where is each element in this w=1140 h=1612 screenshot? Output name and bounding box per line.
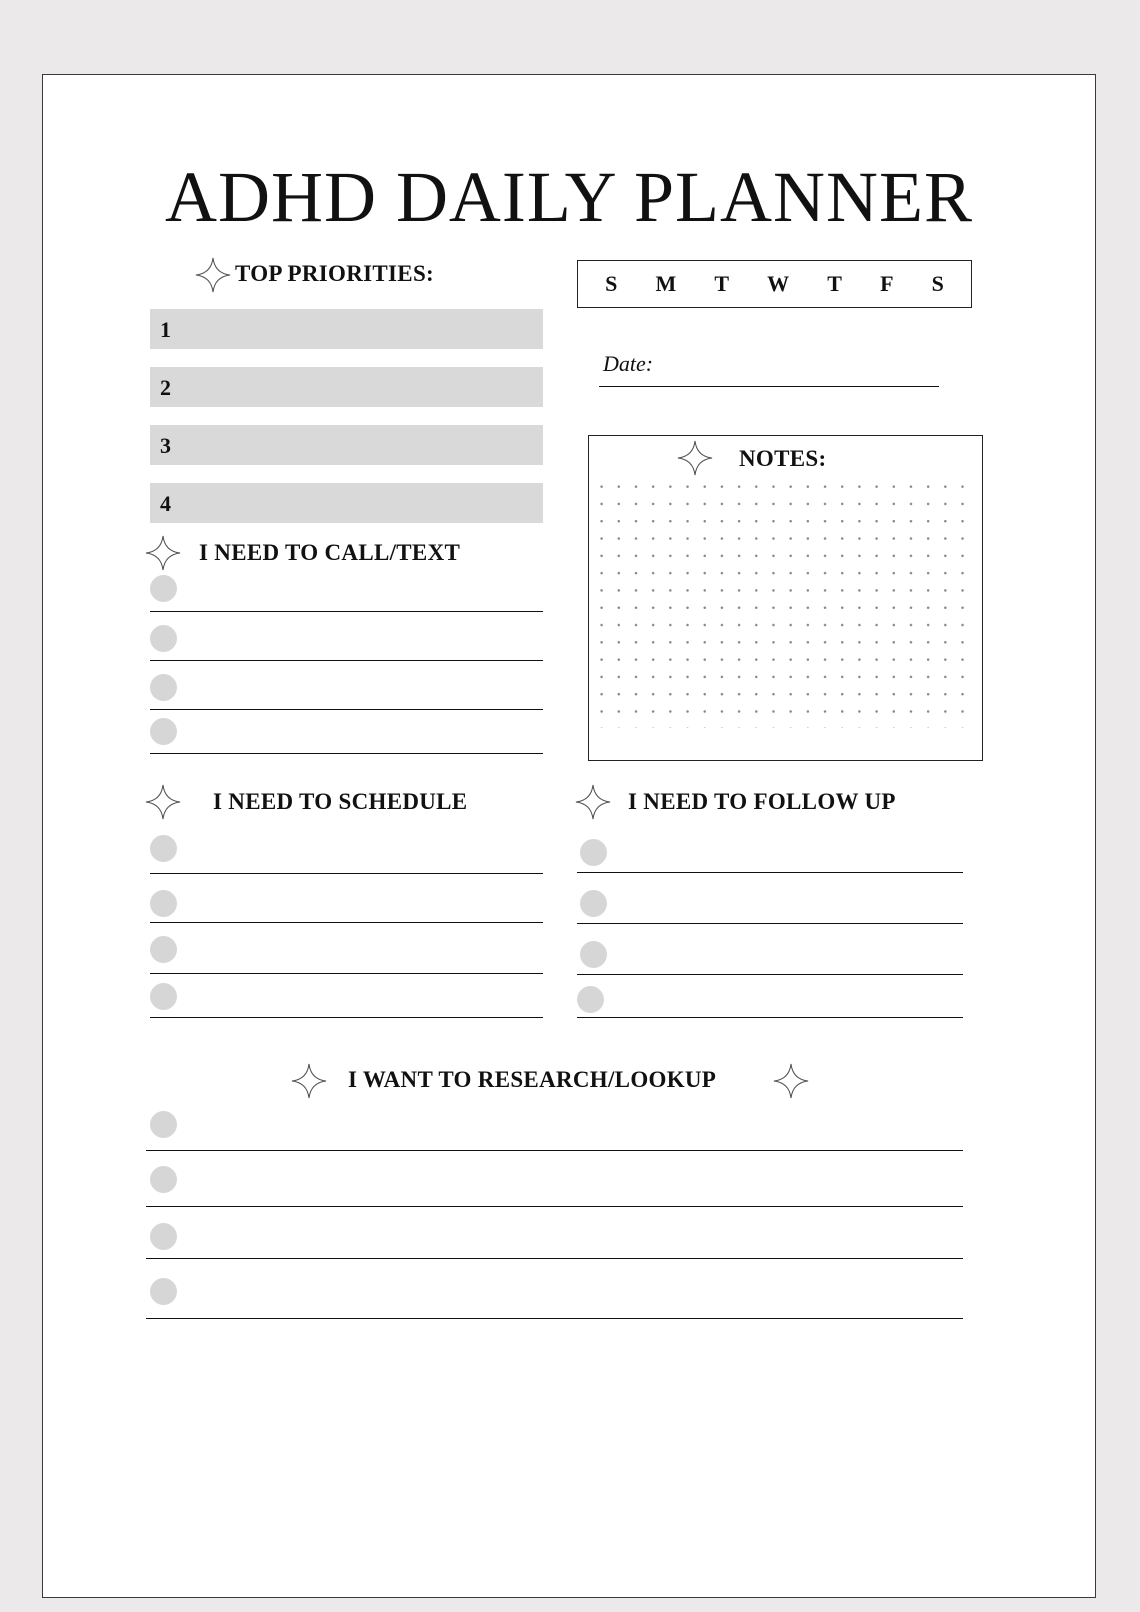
sparkle-star-icon <box>677 440 713 476</box>
sparkle-star-icon <box>575 784 611 820</box>
checkbox-bullet[interactable] <box>150 718 177 745</box>
notes-dot-grid <box>593 478 971 728</box>
notes-heading: NOTES: <box>739 446 827 471</box>
follow-up-line-2[interactable] <box>577 923 963 924</box>
priority-bar-4[interactable] <box>150 483 543 523</box>
priority-number: 2 <box>160 375 171 400</box>
follow-up-line-3[interactable] <box>577 974 963 975</box>
weekday-tue[interactable]: T <box>714 271 730 296</box>
checkbox-bullet[interactable] <box>150 575 177 602</box>
schedule-line-4[interactable] <box>150 1017 543 1018</box>
checkbox-bullet[interactable] <box>150 1166 177 1193</box>
follow-up-heading: I NEED TO FOLLOW UP <box>628 789 896 814</box>
research-line-1[interactable] <box>146 1150 963 1151</box>
checkbox-bullet[interactable] <box>150 625 177 652</box>
schedule-line-2[interactable] <box>150 922 543 923</box>
priority-bar-3[interactable] <box>150 425 543 465</box>
sparkle-star-icon <box>145 784 181 820</box>
checkbox-bullet[interactable] <box>150 1111 177 1138</box>
priority-number: 3 <box>160 433 171 458</box>
schedule-heading: I NEED TO SCHEDULE <box>213 789 468 814</box>
weekday-mon[interactable]: M <box>655 271 677 296</box>
weekday-sun[interactable]: S <box>605 271 618 296</box>
research-line-4[interactable] <box>146 1318 963 1319</box>
priority-number: 4 <box>160 491 171 516</box>
schedule-line-1[interactable] <box>150 873 543 874</box>
priority-bar-2[interactable] <box>150 367 543 407</box>
call-text-heading: I NEED TO CALL/TEXT <box>199 540 461 565</box>
checkbox-bullet[interactable] <box>150 936 177 963</box>
call-text-line-1[interactable] <box>150 611 543 612</box>
sparkle-star-icon <box>195 257 231 293</box>
call-text-line-3[interactable] <box>150 709 543 710</box>
checkbox-bullet[interactable] <box>150 674 177 701</box>
weekday-fri[interactable]: F <box>880 271 894 296</box>
call-text-line-2[interactable] <box>150 660 543 661</box>
checkbox-bullet[interactable] <box>580 941 607 968</box>
weekday-selector <box>577 260 972 308</box>
sparkle-star-icon <box>773 1063 809 1099</box>
page-title: ADHD DAILY PLANNER <box>164 157 974 237</box>
notes-box[interactable] <box>588 435 983 761</box>
checkbox-bullet[interactable] <box>150 983 177 1010</box>
checkbox-bullet[interactable] <box>150 890 177 917</box>
date-label: Date: <box>603 351 654 376</box>
weekday-thu[interactable]: T <box>827 271 842 296</box>
checkbox-bullet[interactable] <box>150 1278 177 1305</box>
schedule-line-3[interactable] <box>150 973 543 974</box>
call-text-line-4[interactable] <box>150 753 543 754</box>
sparkle-star-icon <box>291 1063 327 1099</box>
research-line-2[interactable] <box>146 1206 963 1207</box>
priority-bar-1[interactable] <box>150 309 543 349</box>
weekday-sat[interactable]: S <box>931 271 944 296</box>
follow-up-line-1[interactable] <box>577 872 963 873</box>
follow-up-line-4[interactable] <box>577 1017 963 1018</box>
checkbox-bullet[interactable] <box>580 890 607 917</box>
checkbox-bullet[interactable] <box>150 835 177 862</box>
weekday-wed[interactable]: W <box>767 271 790 296</box>
research-line-3[interactable] <box>146 1258 963 1259</box>
top-priorities-heading: TOP PRIORITIES: <box>235 261 434 286</box>
checkbox-bullet[interactable] <box>577 986 604 1013</box>
checkbox-bullet[interactable] <box>580 839 607 866</box>
date-field[interactable] <box>599 386 939 387</box>
planner-page <box>42 74 1096 1598</box>
research-heading: I WANT TO RESEARCH/LOOKUP <box>348 1067 717 1092</box>
priority-number: 1 <box>160 317 171 342</box>
checkbox-bullet[interactable] <box>150 1223 177 1250</box>
sparkle-star-icon <box>145 535 181 571</box>
